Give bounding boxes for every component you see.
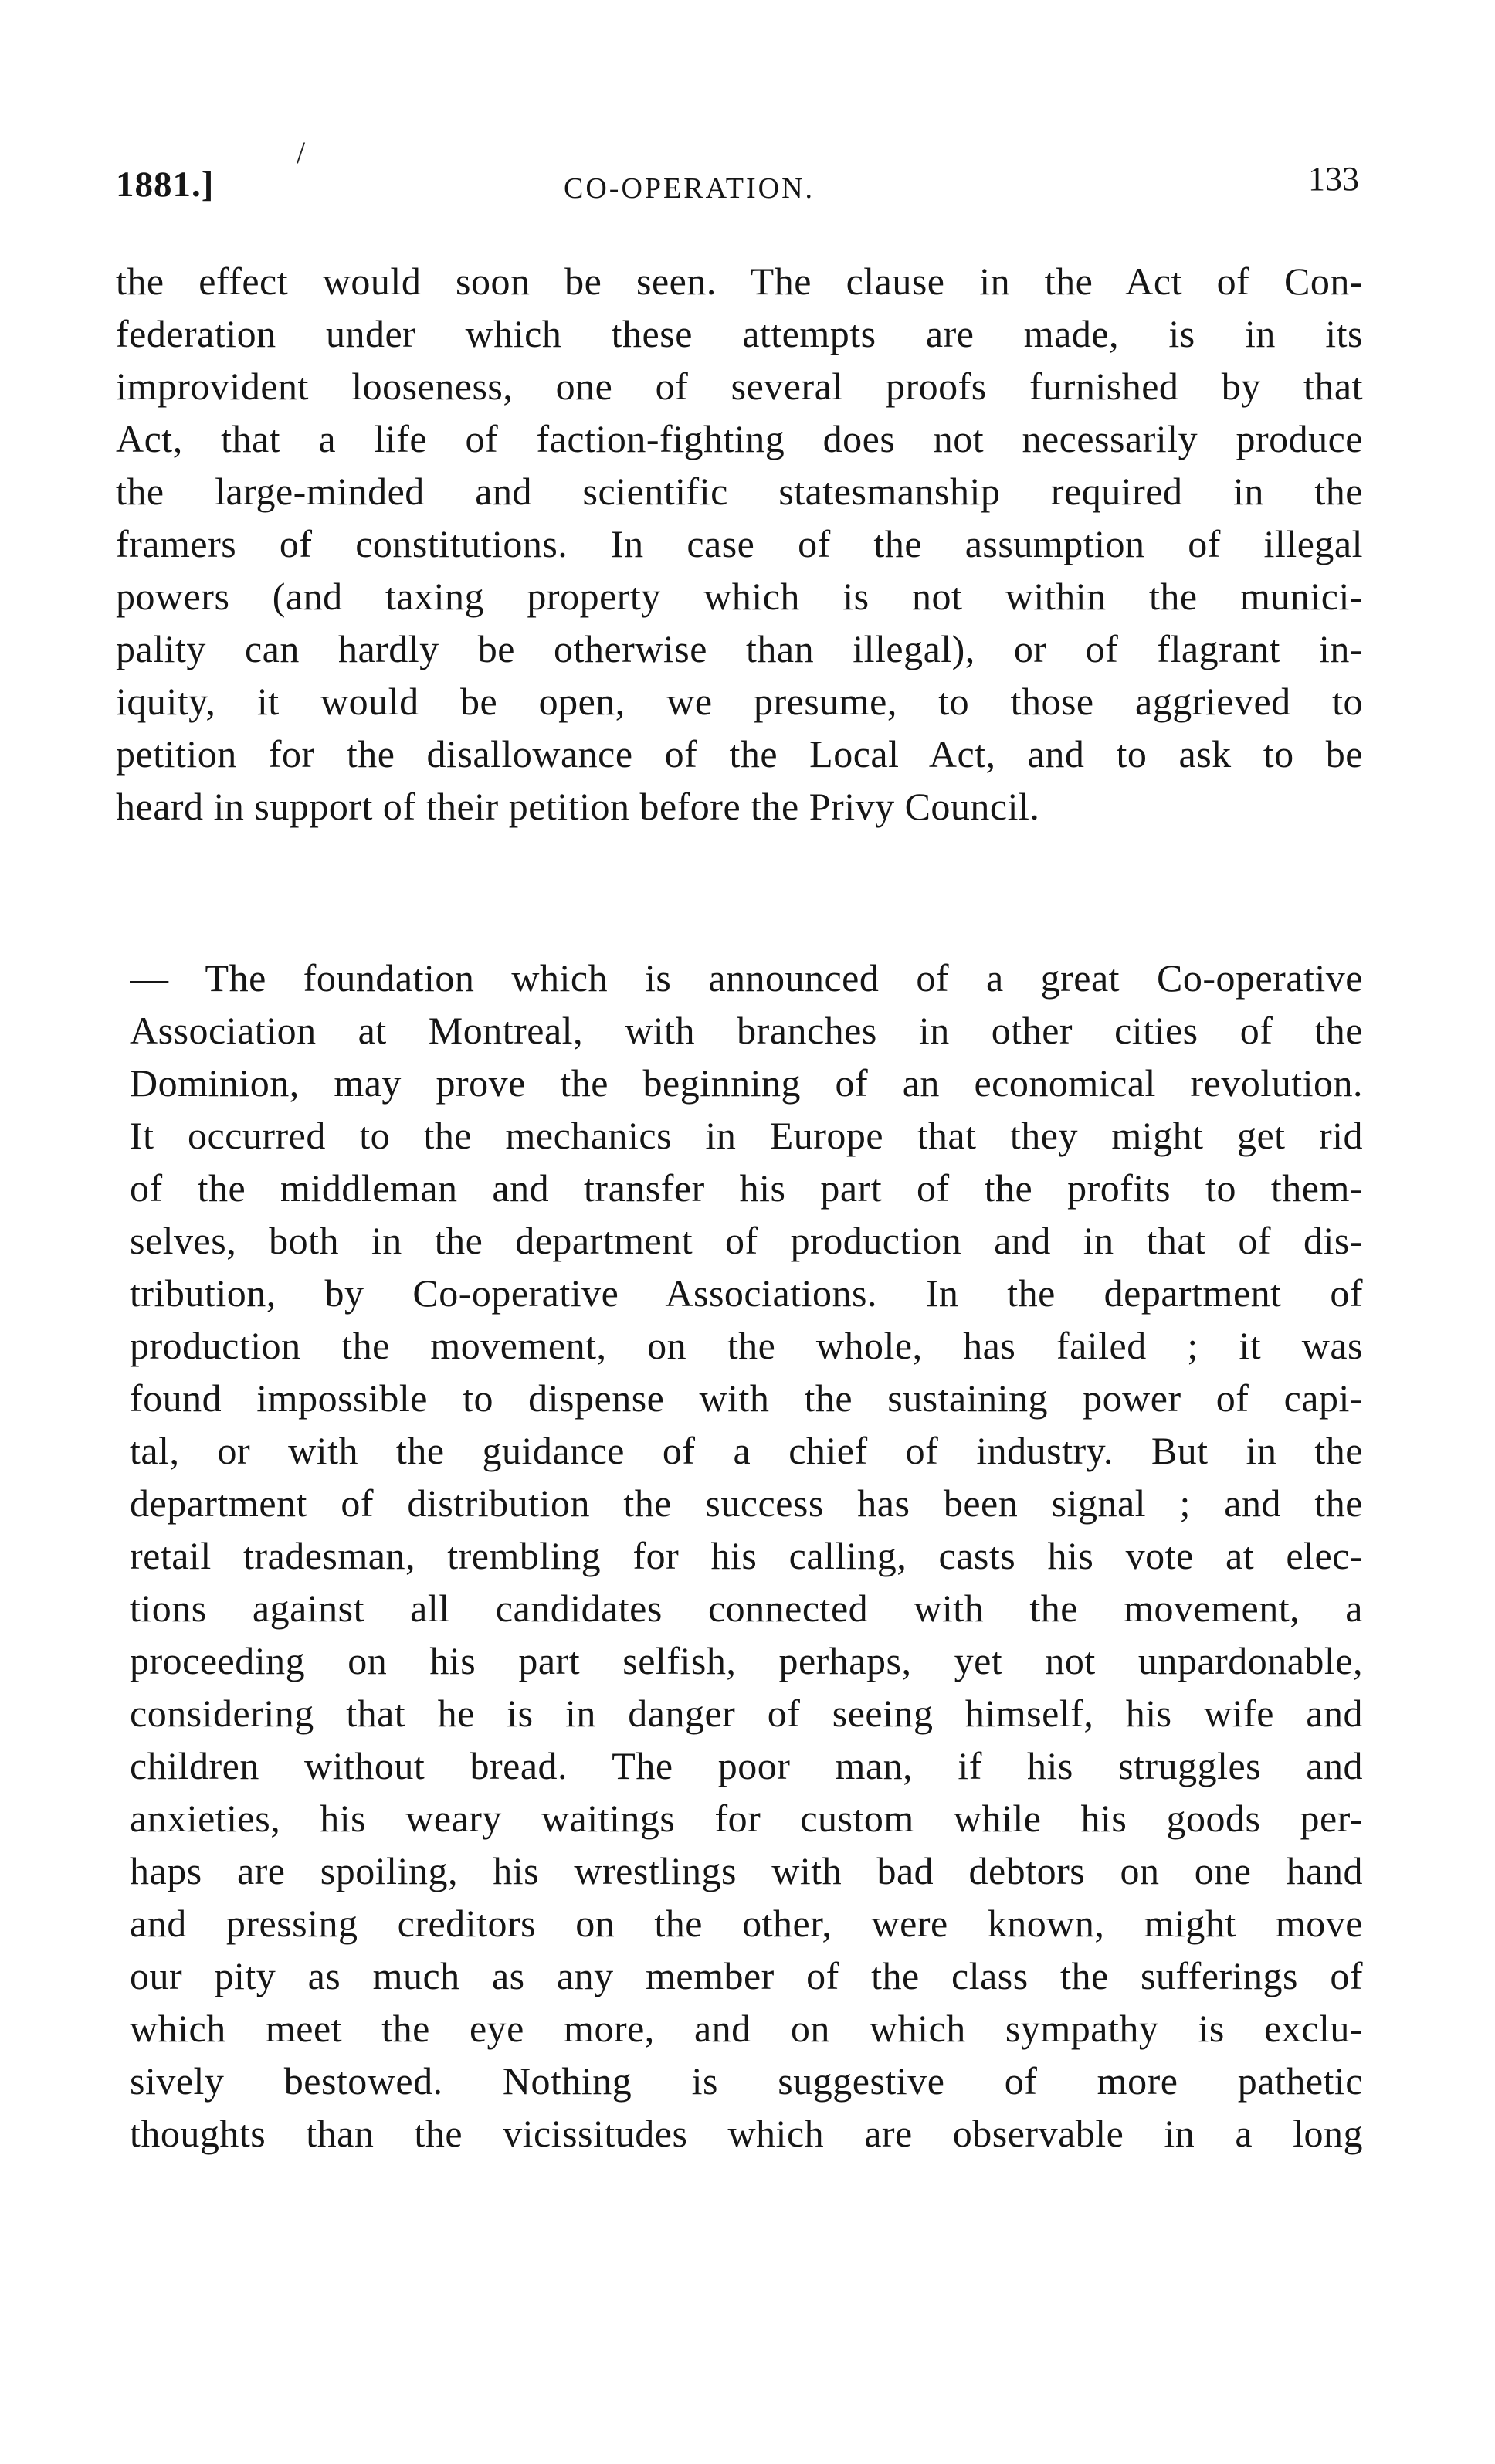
page-number: 133 xyxy=(1308,160,1359,198)
text-line: production the movement, on the whole, has failed ; it was xyxy=(130,1324,1363,1367)
text-line: the effect would soon be seen. The clause in the Act of Con- xyxy=(116,260,1363,303)
paragraph-continued xyxy=(116,255,1363,833)
text-line: our pity as much as any member of the class the sufferings of xyxy=(130,1954,1363,1997)
paragraph-co-operation xyxy=(130,952,1363,2160)
running-head xyxy=(116,160,1359,226)
text-line: retail tradesman, trembling for his calling, casts his vote at elec- xyxy=(130,1534,1363,1577)
text-line: improvident looseness, one of several proofs furnished by that xyxy=(116,365,1363,408)
text-line: which meet the eye more, and on which sympathy is exclu- xyxy=(130,2007,1363,2050)
text-line: haps are spoiling, his wrestlings with bad debtors on one hand xyxy=(130,1849,1363,1892)
text-line: anxieties, his weary waitings for custom while his goods per- xyxy=(130,1797,1363,1840)
text-line: iquity, it would be open, we presume, to those aggrieved to xyxy=(116,680,1363,723)
text-line: heard in support of their petition before the Privy Council. xyxy=(116,785,1040,828)
text-line: considering that he is in danger of seeing himself, his wife and xyxy=(130,1692,1363,1735)
text-line: petition for the disallowance of the Local Act, and to ask to be xyxy=(116,732,1363,776)
text-line: pality can hardly be otherwise than illegal), or of flagrant in- xyxy=(116,627,1363,670)
text-line: Act, that a life of faction-fighting does not necessarily produce xyxy=(116,417,1363,460)
text-line: — The foundation which is announced of a great Co-operative xyxy=(130,956,1363,1000)
running-head-year: 1881.] xyxy=(116,165,215,205)
text-line: tal, or with the guidance of a chief of industry. But in the xyxy=(130,1429,1363,1472)
text-line: thoughts than the vicissitudes which are observable in a long xyxy=(130,2112,1363,2155)
text-line: powers (and taxing property which is not within the munici- xyxy=(116,575,1363,618)
text-line: and pressing creditors on the other, were known, might move xyxy=(130,1902,1363,1945)
text-line: the large-minded and scientific statesmanship required in the xyxy=(116,470,1363,513)
text-line: federation under which these attempts are made, is in its xyxy=(116,312,1363,355)
text-line: of the middleman and transfer his part of the profits to them- xyxy=(130,1166,1363,1210)
text-line: Association at Montreal, with branches in other cities of the xyxy=(130,1009,1363,1052)
text-line: found impossible to dispense with the sustaining power of capi- xyxy=(130,1376,1363,1420)
text-line: tions against all candidates connected with the movement, a xyxy=(130,1587,1363,1630)
text-line: framers of constitutions. In case of the assumption of illegal xyxy=(116,522,1363,565)
text-line: children without bread. The poor man, if his struggles and xyxy=(130,1744,1363,1787)
text-line: Dominion, may prove the beginning of an economical revolution. xyxy=(130,1061,1363,1105)
text-line: sively bestowed. Nothing is suggestive of more pathetic xyxy=(130,2059,1363,2103)
text-line: department of distribution the success has been signal ; and the xyxy=(130,1481,1363,1525)
text-line: selves, both in the department of production and in that of dis- xyxy=(130,1219,1363,1262)
margin-tick-mark: / xyxy=(297,135,306,170)
text-line: proceeding on his part selfish, perhaps, yet not unpardonable, xyxy=(130,1639,1363,1682)
running-head-title: CO-OPERATION. xyxy=(564,172,815,205)
text-line: It occurred to the mechanics in Europe that they might get rid xyxy=(130,1114,1363,1157)
text-line: tribution, by Co-operative Associations. In the department of xyxy=(130,1271,1363,1315)
